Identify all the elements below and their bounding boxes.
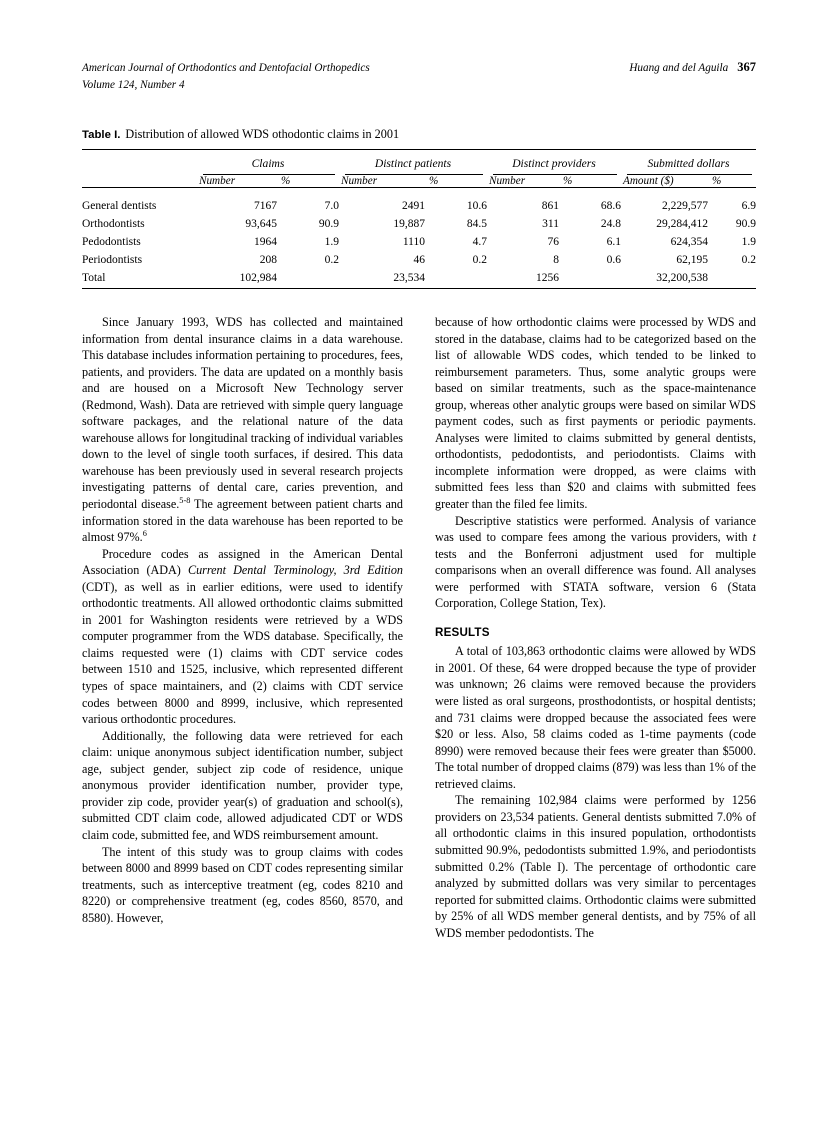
table-label: Table I. <box>82 129 121 141</box>
running-head <box>82 60 756 93</box>
sub-header-claims-pct: % <box>281 175 291 187</box>
cell-claims-pct: 0.2 <box>324 254 339 266</box>
cell-dollars-amount: 2,229,577 <box>662 200 708 212</box>
group-header-distinct-providers: Distinct providers <box>512 157 596 170</box>
table-head <box>82 150 756 195</box>
sub-header-patients-number: Number <box>341 175 378 187</box>
journal-title: American Journal of Orthodontics and Dentofacial Orthopedics <box>82 62 370 74</box>
cell-dollars-amount: 29,284,412 <box>656 218 708 230</box>
cell-providers-number: 861 <box>541 200 559 212</box>
cell-patients-pct: 4.7 <box>472 236 487 248</box>
group-header-claims: Claims <box>251 157 285 170</box>
cell-patients-number: 19,887 <box>393 218 425 230</box>
reference-marker: 5-8 <box>179 495 191 505</box>
cell-claims-number: 208 <box>259 254 277 266</box>
table-caption <box>82 126 756 143</box>
table-row-total <box>82 270 756 289</box>
cell-claims-pct: 90.9 <box>318 218 339 230</box>
paragraph-descriptive-statistics <box>435 513 756 612</box>
t-statistic-symbol: t <box>752 530 756 545</box>
section-heading-results: RESULTS <box>435 625 490 639</box>
cell-providers-pct: 0.6 <box>606 254 621 266</box>
table-rule-top <box>82 150 756 158</box>
paragraph-text: Procedure codes as assigned in the American Dental Association (ADA) <box>82 546 403 578</box>
group-header-spacer <box>82 157 197 170</box>
cell-dollars-pct <box>708 270 756 289</box>
sub-header-providers-number: Number <box>489 175 526 187</box>
table-row <box>82 216 756 234</box>
sub-header-dollars-pct: % <box>712 175 722 187</box>
cell-dollars-pct: 1.9 <box>741 236 756 248</box>
sub-header-spacer <box>82 175 197 188</box>
cell-providers-number: 1256 <box>536 272 559 284</box>
sub-header-providers-pct: % <box>563 175 573 187</box>
group-header-distinct-patients: Distinct patients <box>374 157 452 170</box>
sub-header-claims-number: Number <box>199 175 236 187</box>
table-rule-bottom <box>82 288 756 295</box>
running-head-right <box>629 60 756 77</box>
cell-patients-number: 46 <box>413 254 425 266</box>
paragraph-procedure-codes <box>82 546 403 728</box>
volume-issue-numbers: 124, Number 4 <box>117 78 185 91</box>
paragraph-study-intent: The intent of this study was to group claims with codes between 8000 and 8999 based on CDT codes representing similar treatments, such as interceptive treatment (eg, codes 8210 and 8220) or comprehensive treatment (eg, codes 8560, 8570, and 8580). However, <box>82 844 403 925</box>
table-caption-text: Distribution of allowed WDS othodontic claims in 2001 <box>125 127 400 141</box>
cell-patients-number: 2491 <box>402 200 425 212</box>
article-body <box>82 314 756 941</box>
row-label: Orthodontists <box>82 218 145 230</box>
table-row <box>82 252 756 270</box>
volume-label: Volume <box>82 78 115 91</box>
cell-claims-number: 1964 <box>254 236 277 248</box>
running-head-row-1 <box>82 60 756 77</box>
paragraph-text-cont: The agreement between patient charts and information stored in the data warehouse has been reported to be almost 97%. <box>82 497 403 545</box>
table-body <box>82 194 756 295</box>
cell-providers-pct: 68.6 <box>600 200 621 212</box>
paragraph-methods-warehouse <box>82 314 403 546</box>
paragraph-total-claims: A total of 103,863 orthodontic claims were allowed by WDS in 2001. Of these, 64 were dropped because the type of provider was unknown; 26 claims were removed because the providers were listed as oral surgeons, prosthodontists, or hospital dentists; and 731 claims were dropped because the associated fees were $20 or less. Also, 58 claims coded as 1-time payments (code 8990) were removed because their fees were greater than $5000. The total number of dropped claims (879) was less than 1% of the retrieved claims. <box>435 644 756 791</box>
cell-claims-pct <box>277 270 339 289</box>
sub-header-dollars-amount: Amount ($) <box>623 175 674 187</box>
cell-claims-number: 102,984 <box>239 272 277 284</box>
reference-marker: 6 <box>142 529 147 539</box>
claims-distribution-table <box>82 149 756 295</box>
paragraph-text: Since January 1993, WDS has collected and maintained information from dental insurance claims in a data warehouse. This database includes information pertaining to procedures, fees, patients, and providers. The data are updated on a monthly basis and are housed on a Microsoft New Technology server (Redmond, Wash). Data are retrieved with simple query language software packages, and the relational nature of the data warehouse allows for longitudinal tracking of individual variables down to the level of single tooth surfaces, if desired. This data warehouse has been previously used in several research projects investigating patterns of dental care, caries prevention, and periodontal disease. <box>82 315 403 512</box>
book-title: Current Dental Terminology, 3rd Edition <box>187 563 403 578</box>
cell-dollars-pct: 6.9 <box>741 200 756 212</box>
paragraph-remaining-claims: The remaining 102,984 claims were performed by 1256 providers on 23,534 patients. General dentists submitted 7.0% of all orthodontic claims in this insured population, orthodontists submitted 90.9%, pedodontists submitted 1.9%, and periodontists submitted 0.2% (Table I). The percentage of orthodontic care analyzed by submitted dollars was very similar to percentages reported for submitted claims. Orthodontic claims were submitted by 25% of all WDS member general dentists, and by 75% of all WDS member pedodontists. The <box>435 793 756 940</box>
running-head-row-2 <box>82 78 756 94</box>
table-row <box>82 194 756 216</box>
cell-claims-pct: 1.9 <box>324 236 339 248</box>
cell-dollars-pct: 0.2 <box>741 254 756 266</box>
group-header-submitted-dollars: Submitted dollars <box>647 157 730 170</box>
cell-dollars-amount: 62,195 <box>676 254 708 266</box>
cell-patients-pct: 84.5 <box>466 218 487 230</box>
cell-providers-pct: 24.8 <box>600 218 621 230</box>
cell-dollars-pct: 90.9 <box>735 218 756 230</box>
row-label: General dentists <box>82 200 157 212</box>
cell-claims-number: 93,645 <box>245 218 277 230</box>
table-row <box>82 234 756 252</box>
paragraph-text-cont: tests and the Bonferroni adjustment used for multiple comparisons when an overall difference was found. All analyses were performed with STATA software, version 6 (Stata Corporation, College Station, Tex). <box>435 546 756 611</box>
paragraph-text: Descriptive statistics were performed. Analysis of variance was used to compare fees among the various providers, with <box>435 513 756 545</box>
table-sub-header-row <box>82 175 756 188</box>
cell-patients-number: 23,534 <box>393 272 425 284</box>
cell-providers-number: 76 <box>547 236 559 248</box>
volume-issue <box>82 78 185 94</box>
cell-providers-pct: 6.1 <box>606 236 621 248</box>
row-label: Periodontists <box>82 254 143 266</box>
cell-patients-pct <box>425 270 487 289</box>
cell-providers-pct <box>559 270 621 289</box>
paragraph-additional-data: Additionally, the following data were retrieved for each claim: unique anonymous subject identification number, subject age, subject gender, subject zip code of residence, unique anonymous provider identification number, provider type, provider zip code, provider year(s) of graduation and school(s), submitted CDT claim code, allowed adjudicated CDT or WDS claim code, submitted fee, and WDS reimbursement amount. <box>82 728 403 842</box>
cell-providers-number: 311 <box>542 218 559 230</box>
paragraph-text-cont: (CDT), as well as in earlier editions, were used to identify orthodontic treatments. All allowed orthodontic claims submitted in 2001 for Washington residents were retrieved by a WDS computer programmer from the WDS database. Specifically, the claims requested were (1) claims with CDT service codes between 1510 and 1525, inclusive, which represented different types of space maintainers, and (2) claims with CDT service codes between 8000 and 8999, inclusive, which represented various orthodontic procedures. <box>82 579 403 727</box>
right-column <box>435 314 756 941</box>
cell-patients-number: 1110 <box>402 236 425 248</box>
table-block <box>82 126 756 295</box>
cell-providers-number: 8 <box>553 254 559 266</box>
cell-dollars-amount: 624,354 <box>670 236 708 248</box>
page-number: 367 <box>737 60 756 74</box>
cell-claims-number: 7167 <box>254 200 277 212</box>
cell-patients-pct: 0.2 <box>472 254 487 266</box>
cell-dollars-amount: 32,200,538 <box>656 272 708 284</box>
table-group-header-row <box>82 157 756 170</box>
cell-patients-pct: 10.6 <box>466 200 487 212</box>
author-names: Huang and del Aguila <box>629 62 729 74</box>
cell-claims-pct: 7.0 <box>324 200 339 212</box>
paragraph-claims-processing: because of how orthodontic claims were processed by WDS and stored in the database, claims had to be categorized based on the list of allowable WDS codes, which tended to be linked to reimbursement parameters. Thus, some analytic groups were based on similar treatments, such as the space-maintenance group, whereas other analytic groups were based on similar WDS payment codes, such as first payments or periodic payments. Analyses were limited to claims submitted by general dentists, orthodontists, pedodontists, and periodontists. Claims with incomplete information were dropped, as were claims with submitted fees less than $20 and claims with submitted fees greater than the filed fee limits. <box>435 315 756 512</box>
row-label: Pedodontists <box>82 236 141 248</box>
left-column <box>82 314 403 941</box>
row-label: Total <box>82 272 106 284</box>
sub-header-patients-pct: % <box>429 175 439 187</box>
